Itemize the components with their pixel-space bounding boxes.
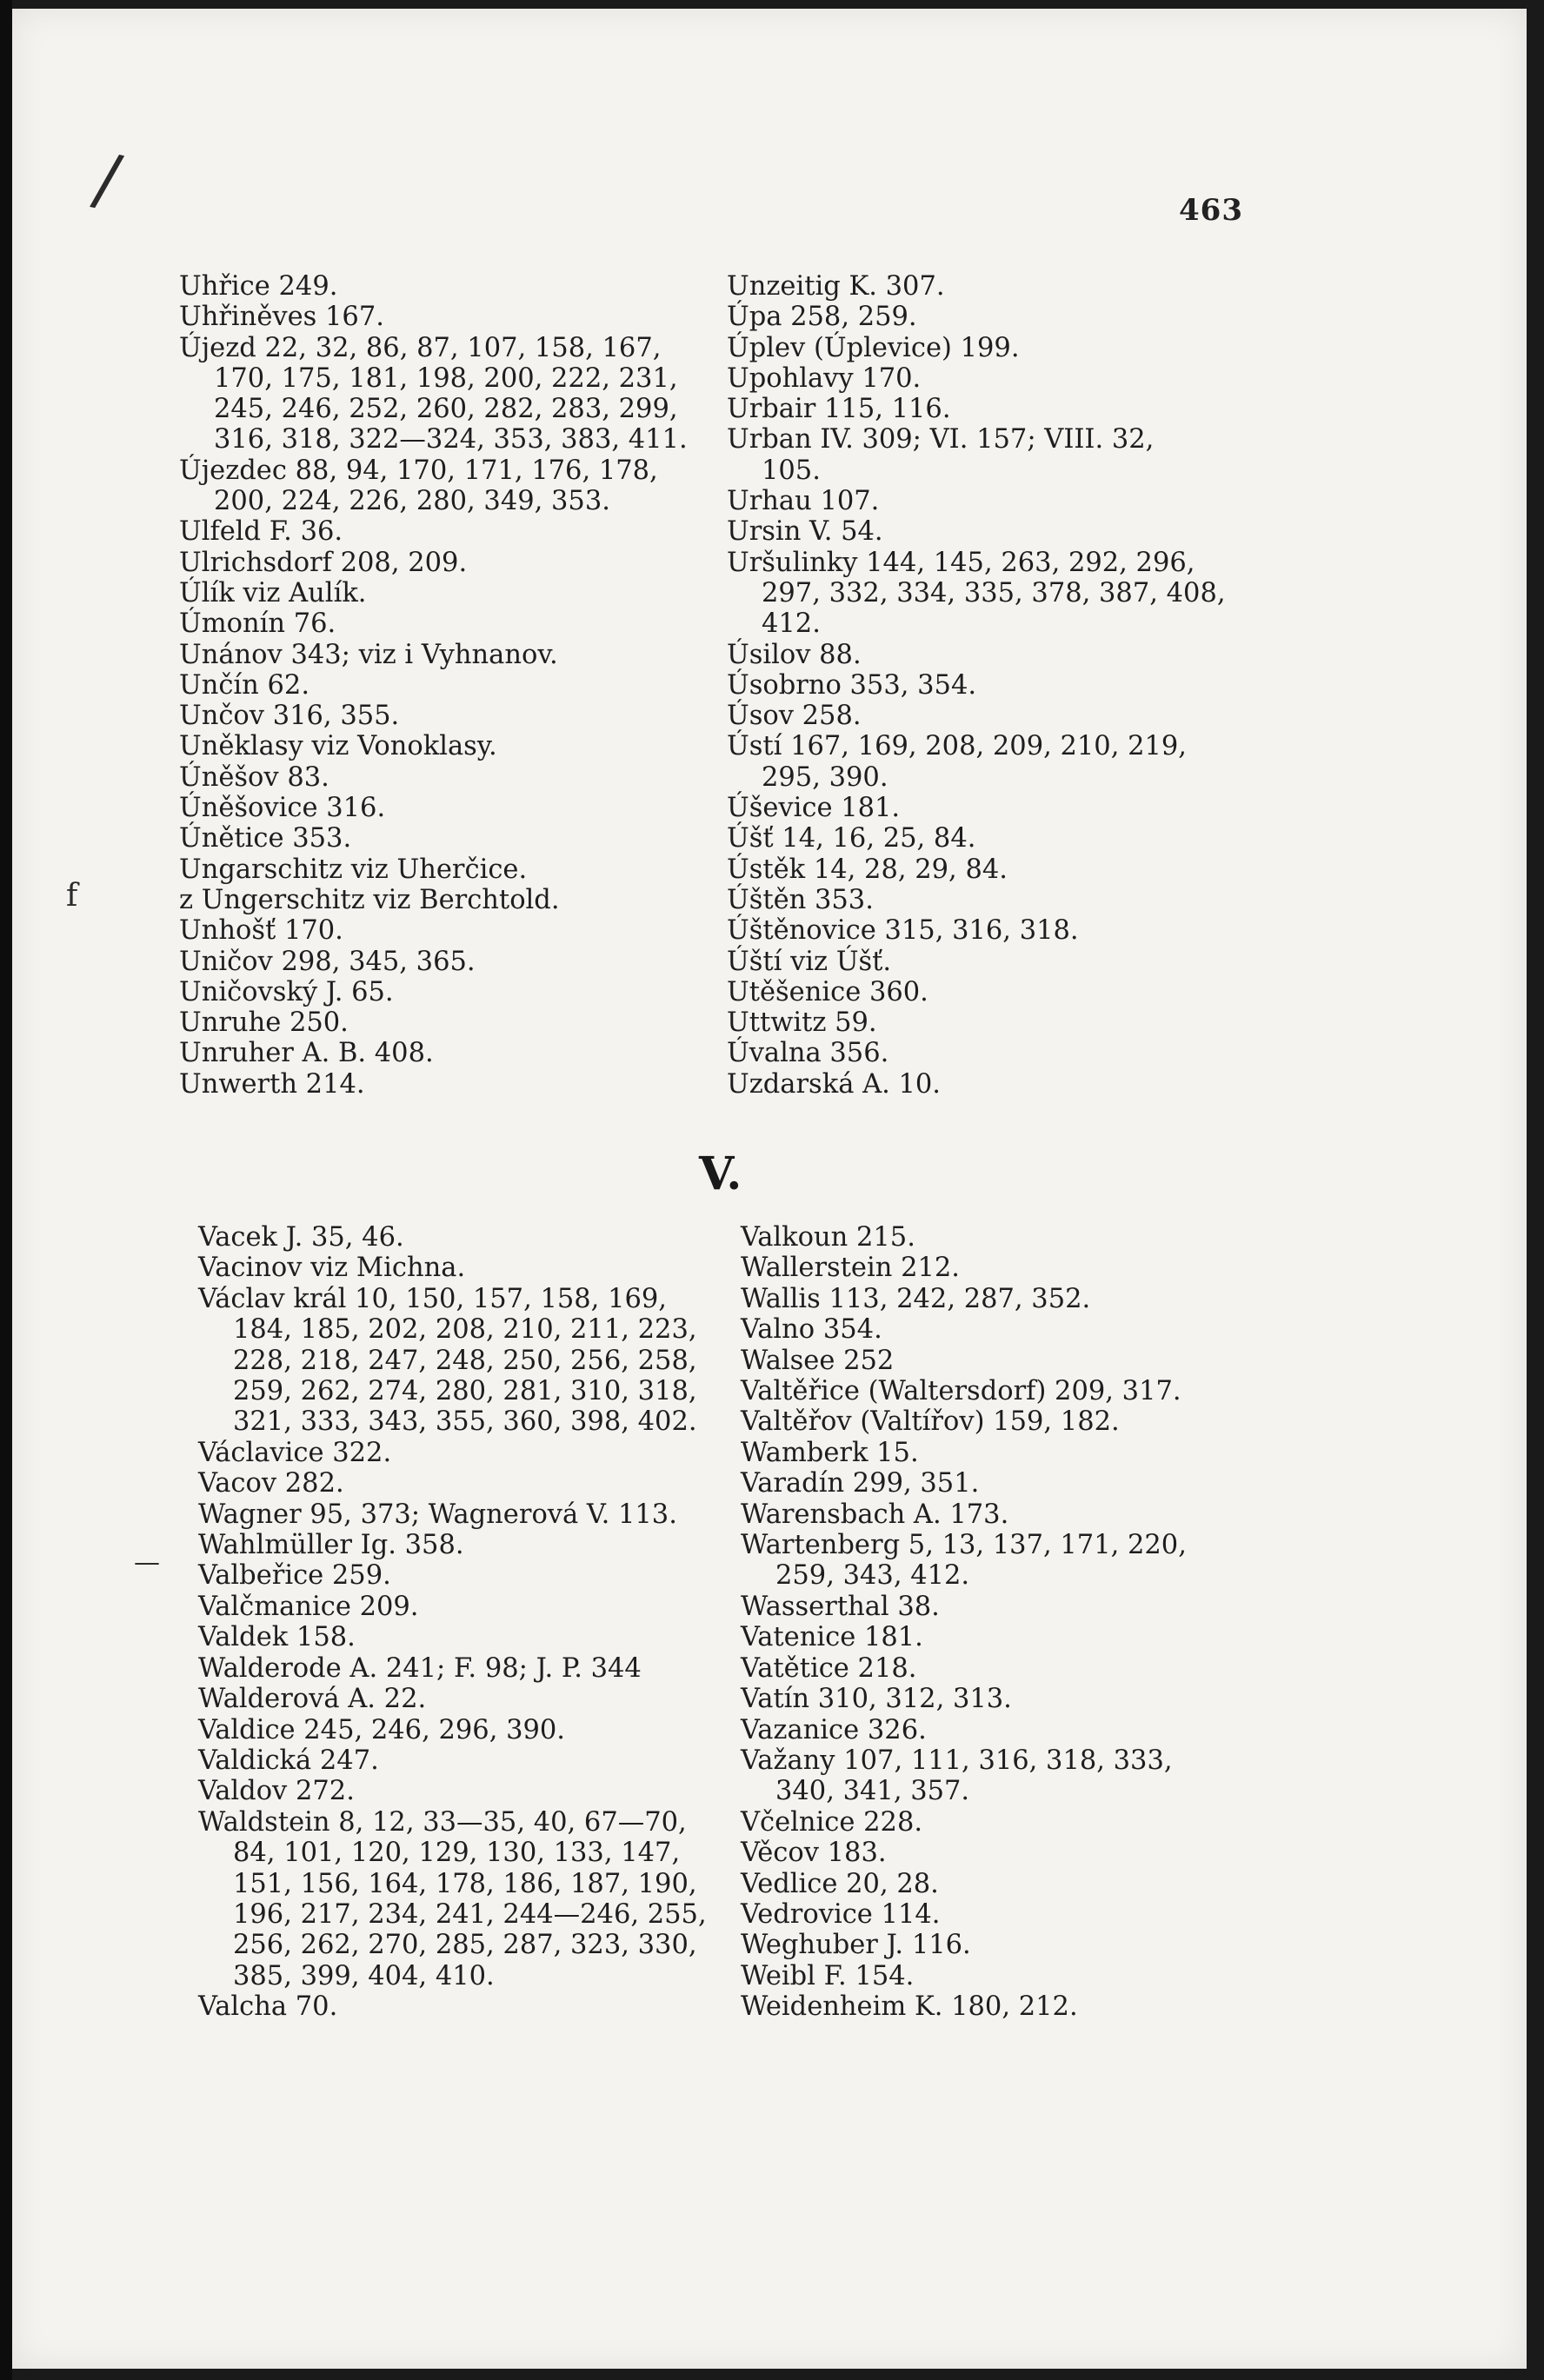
index-entry: Úmonín 76. xyxy=(179,608,336,640)
index-entry: Vatenice 181. xyxy=(741,1622,923,1653)
index-entry: Vacinov viz Michna. xyxy=(198,1253,466,1284)
index-entry-continuation: 184, 185, 202, 208, 210, 211, 223, xyxy=(233,1314,697,1346)
index-entry: Wallis 113, 242, 287, 352. xyxy=(741,1283,1091,1314)
index-entry: Unzeitig K. 307. xyxy=(727,271,945,302)
index-entry: Václav král 10, 150, 157, 158, 169, xyxy=(198,1283,667,1314)
index-entry-continuation: 151, 156, 164, 178, 186, 187, 190, xyxy=(233,1868,697,1899)
index-entry: Vedlice 20, 28. xyxy=(741,1868,939,1899)
index-entry-continuation: 170, 175, 181, 198, 200, 222, 231, xyxy=(214,362,678,394)
index-entry: Walsee 252 xyxy=(741,1345,895,1376)
index-entry: Úsilov 88. xyxy=(727,639,862,670)
index-entry: Uttwitz 59. xyxy=(727,1007,877,1039)
index-entry: Úsov 258. xyxy=(727,701,862,732)
index-entry-continuation: 259, 262, 274, 280, 281, 310, 318, xyxy=(233,1376,697,1407)
index-entry: Uršulinky 144, 145, 263, 292, 296, xyxy=(727,547,1195,578)
index-entry: Valno 354. xyxy=(741,1314,882,1346)
index-entry: Weghuber J. 116. xyxy=(741,1930,971,1961)
index-entry: Ungarschitz viz Uherčice. xyxy=(179,854,528,885)
index-entry: Vacov 282. xyxy=(198,1468,344,1499)
index-entry: Valdek 158. xyxy=(198,1622,356,1653)
index-entry: Wartenberg 5, 13, 137, 171, 220, xyxy=(741,1530,1187,1561)
index-entry: Úšť 14, 16, 25, 84. xyxy=(727,823,976,854)
index-column-top-left xyxy=(179,271,688,1100)
index-entry: Vatín 310, 312, 313. xyxy=(741,1684,1012,1715)
index-entry: Vatětice 218. xyxy=(741,1652,917,1684)
index-entry: Wallerstein 212. xyxy=(741,1253,960,1284)
index-entry: Wamberk 15. xyxy=(741,1437,919,1468)
index-entry-continuation: 84, 101, 120, 129, 130, 133, 147, xyxy=(233,1838,681,1869)
index-entry: Uněklasy viz Vonoklasy. xyxy=(179,731,497,762)
index-entry: Valčmanice 209. xyxy=(198,1591,419,1622)
index-entry: Valkoun 215. xyxy=(741,1222,915,1253)
index-entry: Ursin V. 54. xyxy=(727,516,883,548)
index-entry: Unhošť 170. xyxy=(179,915,343,947)
index-entry: Úsobrno 353, 354. xyxy=(727,669,977,701)
index-entry: z Ungerschitz viz Berchtold. xyxy=(179,884,560,915)
index-entry: Upohlavy 170. xyxy=(727,362,922,394)
index-entry: Úněšov 83. xyxy=(179,761,329,793)
index-entry-continuation: 321, 333, 343, 355, 360, 398, 402. xyxy=(233,1406,697,1438)
index-entry: Újezd 22, 32, 86, 87, 107, 158, 167, xyxy=(179,332,662,363)
index-entry: Urhau 107. xyxy=(727,486,880,517)
index-entry: Unánov 343; viz i Vyhnanov. xyxy=(179,639,558,670)
margin-pencil-mark: — xyxy=(134,1547,160,1578)
index-entry: Únětice 353. xyxy=(179,823,352,854)
index-entry: Valbeřice 259. xyxy=(198,1560,391,1592)
index-entry-continuation: 316, 318, 322—324, 353, 383, 411. xyxy=(214,424,688,455)
index-entry: Weidenheim K. 180, 212. xyxy=(741,1991,1078,2023)
index-column-bottom-right xyxy=(741,1222,1187,2023)
index-entry: Unčín 62. xyxy=(179,669,310,701)
index-entry: Utěšenice 360. xyxy=(727,976,928,1007)
index-entry: Václavice 322. xyxy=(198,1437,392,1468)
index-entry: Úševice 181. xyxy=(727,793,901,824)
index-entry: Valdov 272. xyxy=(198,1776,355,1807)
index-entry: Uničovský J. 65. xyxy=(179,976,394,1007)
index-entry: Valtěřice (Waltersdorf) 209, 317. xyxy=(741,1376,1181,1407)
index-entry: Urbair 115, 116. xyxy=(727,394,951,425)
index-entry-continuation: 245, 246, 252, 260, 282, 283, 299, xyxy=(214,394,678,425)
index-entry: Včelnice 228. xyxy=(741,1806,923,1838)
index-entry: Varadín 299, 351. xyxy=(741,1468,980,1499)
index-entry: Valtěřov (Valtířov) 159, 182. xyxy=(741,1406,1120,1438)
index-entry: Vazanice 326. xyxy=(741,1714,927,1745)
index-entry: Vedrovice 114. xyxy=(741,1898,941,1930)
index-entry: Valdice 245, 246, 296, 390. xyxy=(198,1714,565,1745)
index-entry: Úštěn 353. xyxy=(727,884,874,915)
index-entry: Urban IV. 309; VI. 157; VIII. 32, xyxy=(727,424,1155,455)
index-entry: Úští viz Úšť. xyxy=(727,946,892,977)
index-entry-continuation: 256, 262, 270, 285, 287, 323, 330, xyxy=(233,1930,697,1961)
index-entry-continuation: 200, 224, 226, 280, 349, 353. xyxy=(214,486,610,517)
index-entry-continuation: 340, 341, 357. xyxy=(775,1776,970,1807)
binding-edge xyxy=(0,0,12,2380)
index-entry-continuation: 297, 332, 334, 335, 378, 387, 408, xyxy=(762,577,1226,608)
index-column-bottom-left xyxy=(198,1222,707,2023)
index-entry: Wagner 95, 373; Wagnerová V. 113. xyxy=(198,1499,677,1530)
index-entry: Waldstein 8, 12, 33—35, 40, 67—70, xyxy=(198,1806,687,1838)
index-page xyxy=(12,9,1527,2369)
index-column-top-right xyxy=(727,271,1226,1100)
index-entry: Ústí 167, 169, 208, 209, 210, 219, xyxy=(727,731,1187,762)
index-entry: Uzdarská A. 10. xyxy=(727,1068,941,1100)
index-entry: Úštěnovice 315, 316, 318. xyxy=(727,915,1079,947)
index-entry: Úněšovice 316. xyxy=(179,793,386,824)
index-entry-continuation: 412. xyxy=(762,608,821,640)
index-entry-continuation: 385, 399, 404, 410. xyxy=(233,1960,495,1991)
index-entry: Ulrichsdorf 208, 209. xyxy=(179,547,468,578)
index-entry: Unruher A. B. 408. xyxy=(179,1038,434,1069)
section-heading: V. xyxy=(699,1147,742,1200)
index-entry: Úplev (Úplevice) 199. xyxy=(727,332,1020,363)
index-entry: Warensbach A. 173. xyxy=(741,1499,1009,1530)
index-entry: Vacek J. 35, 46. xyxy=(198,1222,404,1253)
index-entry: Walderová A. 22. xyxy=(198,1684,427,1715)
index-entry: Úvalna 356. xyxy=(727,1038,889,1069)
index-entry: Unwerth 214. xyxy=(179,1068,365,1100)
index-entry-continuation: 259, 343, 412. xyxy=(775,1560,970,1592)
index-entry: Valcha 70. xyxy=(198,1991,338,2023)
index-entry-continuation: 105. xyxy=(762,455,821,486)
index-entry: Úlík viz Aulík. xyxy=(179,577,367,608)
index-entry: Ulfeld F. 36. xyxy=(179,516,343,548)
index-entry: Valdická 247. xyxy=(198,1745,379,1776)
index-entry: Újezdec 88, 94, 170, 171, 176, 178, xyxy=(179,455,658,486)
margin-pencil-mark: / xyxy=(87,137,128,222)
index-entry: Uničov 298, 345, 365. xyxy=(179,946,476,977)
index-entry-continuation: 228, 218, 247, 248, 250, 256, 258, xyxy=(233,1345,697,1376)
index-entry: Wasserthal 38. xyxy=(741,1591,940,1622)
index-entry: Uhřiněves 167. xyxy=(179,302,384,333)
index-entry-continuation: 196, 217, 234, 241, 244—246, 255, xyxy=(233,1898,707,1930)
index-entry: Unruhe 250. xyxy=(179,1007,349,1039)
index-entry: Uhřice 249. xyxy=(179,271,338,302)
index-entry: Wahlmüller Ig. 358. xyxy=(198,1530,464,1561)
index-entry-continuation: 295, 390. xyxy=(762,761,888,793)
index-entry: Věcov 183. xyxy=(741,1838,887,1869)
index-entry: Ústěk 14, 28, 29, 84. xyxy=(727,854,1008,885)
index-entry: Walderode A. 241; F. 98; J. P. 344 xyxy=(198,1652,642,1684)
page-number: 463 xyxy=(1179,193,1243,228)
index-entry: Unčov 316, 355. xyxy=(179,701,400,732)
margin-pencil-mark: f xyxy=(66,878,78,914)
index-entry: Weibl F. 154. xyxy=(741,1960,915,1991)
index-entry: Úpa 258, 259. xyxy=(727,302,917,333)
index-entry: Važany 107, 111, 316, 318, 333, xyxy=(741,1745,1173,1776)
